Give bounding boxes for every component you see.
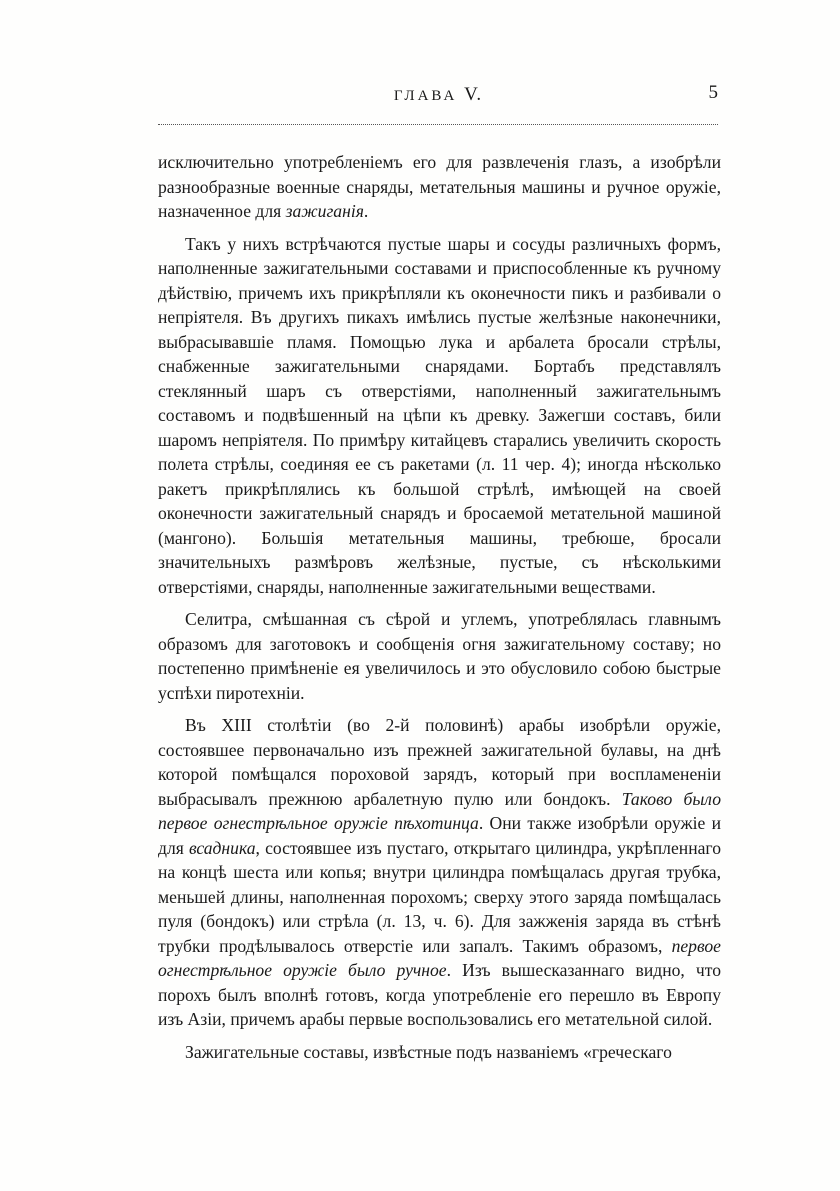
paragraph-4-text-d: . Изъ вышесказаннаго видно, что порохъ былъ вполнѣ готовъ, когда употребленіе его перешло въ Европу изъ Азіи, причемъ арабы первые воспользовались его метательной силой.: [158, 960, 721, 1029]
paragraph-4-emphasis-3: первое огнестрѣльное оружіе было ручное: [158, 935, 721, 980]
paragraph-4-text-b: . Они также изобрѣли оружіе и для: [158, 813, 722, 858]
paragraph-3: Селитра, смѣшанная съ сѣрой и углемъ, употреблялась главнымъ образомъ для заготовокъ и сообщенія огня зажигательному составу; но постепенно примѣненіе ея увеличилось и это обусловило собою быстрые успѣхи пиротехніи.: [158, 609, 721, 703]
paragraph-1-emphasis: зажиганія: [285, 201, 364, 221]
chapter-numeral: V.: [464, 84, 483, 105]
running-head: [158, 82, 718, 110]
chapter-word: ГЛАВА: [393, 88, 458, 104]
main-text: [158, 150, 721, 1064]
paragraph-4-emphasis-2: всадника: [188, 837, 256, 858]
paragraph-2: Такъ у нихъ встрѣчаются пустые шары и сосуды различныхъ формъ, наполненные зажигательными составами и приспособленные къ ручному дѣйствію, причемъ ихъ прикрѣпляли къ оконечности пикъ и разбивали о непріятеля. Въ другихъ пикахъ имѣлись пустые желѣзные наконечники, выбрасывавшіе пламя. Помощью лука и арбалета бросали стрѣлы, снабженные зажигательными снарядами. Бортабъ представлялъ стеклянный шаръ съ отверстіями, наполненный зажигательнымъ составомъ и подвѣшенный на цѣпи къ древку. Зажегши составъ, били шаромъ непріятеля. По примѣру китайцевъ старались увеличить скорость полета стрѣлы, соединяя ее съ ракетами (л. 11 чер. 4); иногда нѣсколько ракетъ прикрѣплялись къ большой стрѣлѣ, имѣющей на своей оконечности зажигательный снарядъ и бросаемой метательной машиной (мангоно). Большія метательныя машины, требюше, бросали значительныхъ размѣровъ желѣзные, пустые, съ нѣсколькими отверстіями, снаряды, наполненные зажигательными веществами.: [158, 233, 721, 597]
paragraph-4-text-a: Въ XIII столѣтіи (во 2-й половинѣ) арабы изобрѣли оружіе, состоявшее первоначально изъ прежней зажигательной булавы, на днѣ которой помѣщался пороховой зарядъ, который при воспламененіи выбрасывалъ прежнюю арбалетную пулю или бондокъ.: [158, 715, 721, 809]
header-rule: [158, 124, 718, 125]
paragraph-1-text-a: исключительно употребленіемъ его для развлеченія глазъ, а изобрѣли разнообразные военные снаряды, метательныя машины и ручное оружіе, назначенное для: [158, 152, 721, 221]
paragraph-4-emphasis-1: Таково было первое огнестрѣльное оружіе пѣхотинца: [158, 788, 721, 833]
paragraph-1-text-b: .: [363, 201, 369, 221]
chapter-title: [158, 84, 718, 106]
paragraph-4-text-c: , состоявшее изъ пустаго, открытаго цилиндра, укрѣпленнаго на концѣ шеста или копья; внутри цилиндра помѣщалась другая трубка, меньшей длины, наполненная порохомъ; сверху этого заряда помѣщалась пуля (бондокъ) или стрѣла (л. 13, ч. 6). Для зажженія заряда въ стѣнѣ трубки продѣлывалось отверстіе или запалъ. Такимъ образомъ,: [158, 837, 721, 956]
paragraph-1: [158, 150, 721, 224]
paragraph-4: [158, 713, 721, 1032]
paragraph-5: Зажигательные составы, извѣстные подъ названіемъ «греческаго: [185, 1041, 672, 1062]
page-number: 5: [708, 82, 718, 103]
